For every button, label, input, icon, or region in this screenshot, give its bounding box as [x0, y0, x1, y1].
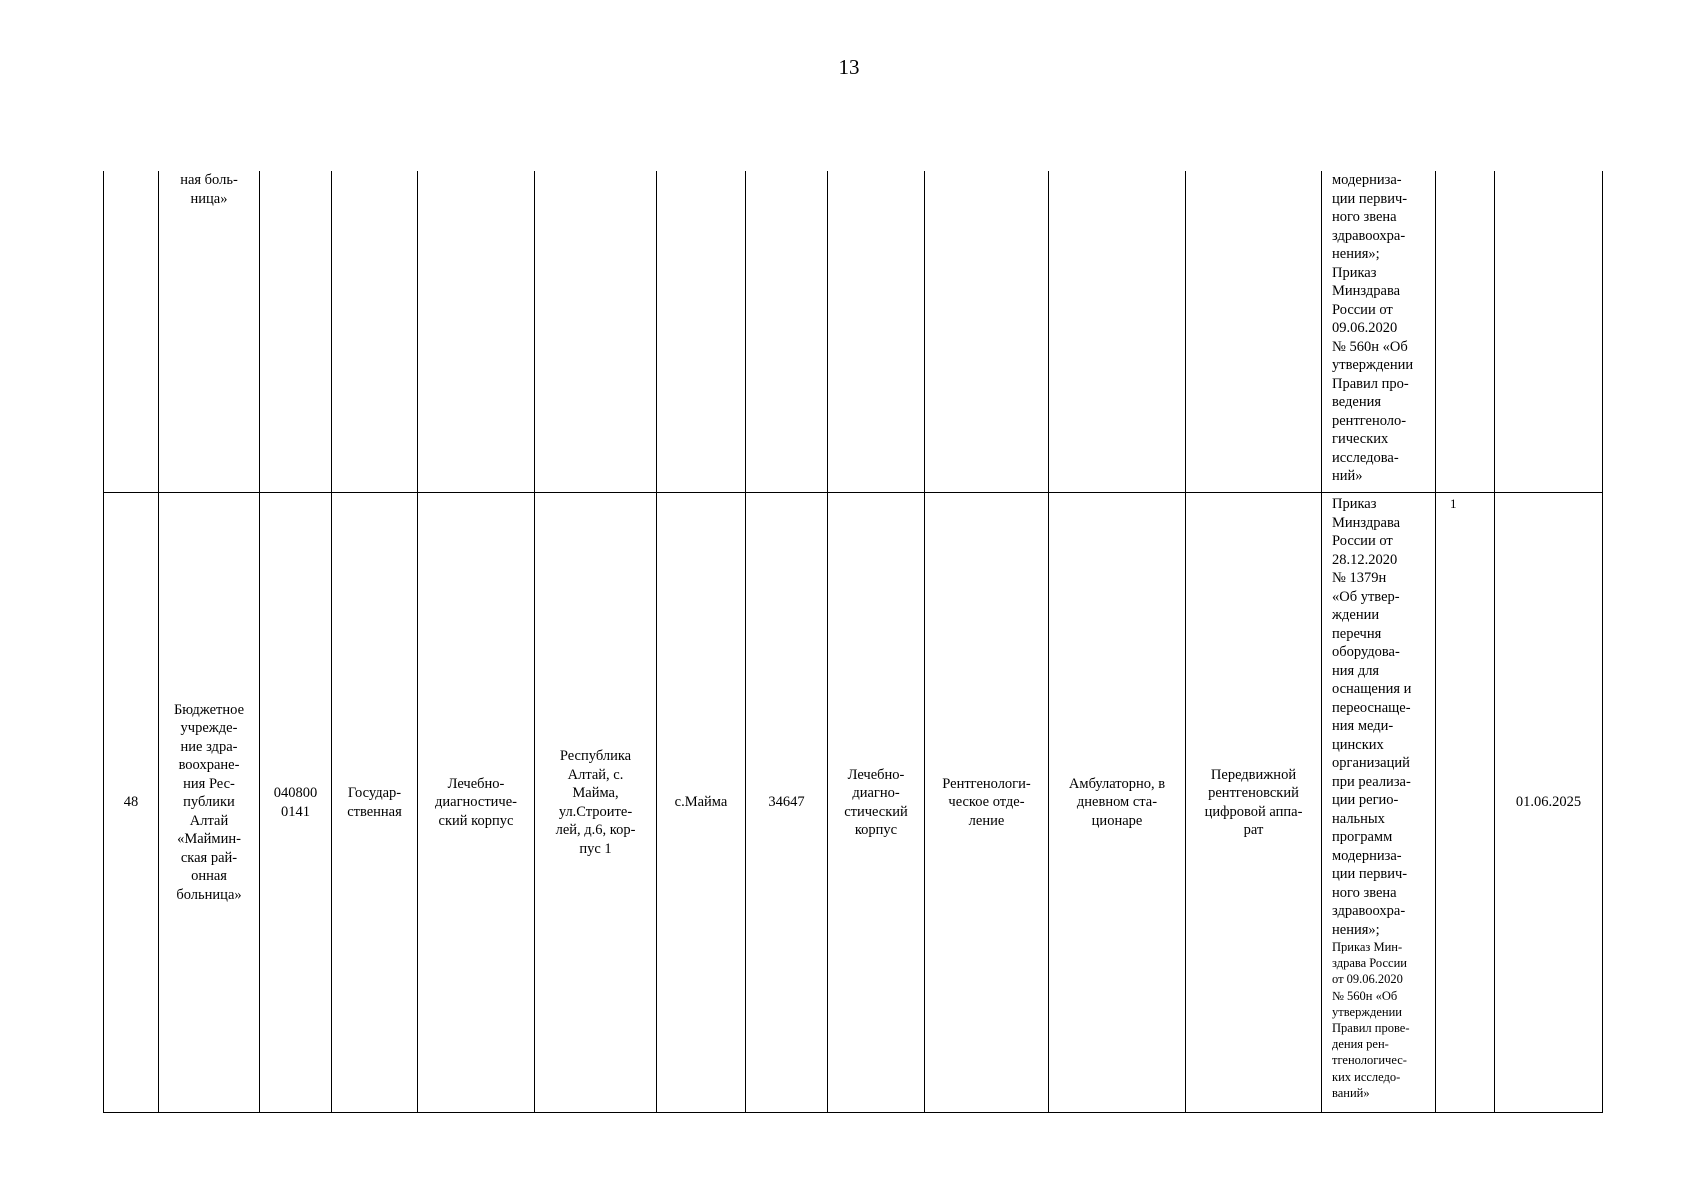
cell-oktmo: 34647	[746, 493, 828, 1113]
cell-equipment	[1186, 171, 1322, 493]
cell-facility	[828, 171, 925, 493]
cell-number: 48	[104, 493, 159, 1113]
cell-building	[418, 171, 535, 493]
cell-equipment: Передвижной рентгеновский цифровой аппа- рат	[1186, 493, 1322, 1113]
cell-address: Республика Алтай, с. Майма, ул.Строите- лей, д.6, кор- пус 1	[535, 493, 657, 1113]
cell-facility: Лечебно- диагно- стический корпус	[828, 493, 925, 1113]
table-row-continuation	[104, 171, 1603, 493]
cell-date: 01.06.2025	[1495, 493, 1603, 1113]
cell-code	[260, 171, 332, 493]
cell-care-form: Амбулаторно, в дневном ста- ционаре	[1049, 493, 1186, 1113]
cell-number	[104, 171, 159, 493]
cell-org-name: ная боль- ница»	[159, 171, 260, 493]
basis-main-text: Приказ Минздрава России от 28.12.2020 № 1379н «Об утвер- ждении перечня оборудова- ния для оснащения и переоснаще- ния меди- цинских организаций при реализа- ции регио- нальных программ модерниза- ции первич- ного звена здравоохра- нения»;	[1332, 496, 1412, 938]
cell-ownership: Государ- ственная	[332, 493, 418, 1113]
cell-care-form	[1049, 171, 1186, 493]
equipment-table	[103, 171, 1603, 1113]
cell-building: Лечебно- диагностиче- ский корпус	[418, 493, 535, 1113]
cell-locality	[657, 171, 746, 493]
cell-quantity	[1436, 171, 1495, 493]
basis-small-text: Приказ Мин- здрава России от 09.06.2020 № 560н «Об утверждении Правил прове- дения рен- тгенологичес- ких исследо- ваний»	[1332, 940, 1410, 1100]
cell-address	[535, 171, 657, 493]
cell-department: Рентгенологи- ческое отде- ление	[925, 493, 1049, 1113]
cell-org-name: Бюджетное учрежде- ние здра- воохране- ния Рес- публики Алтай «Маймин- ская рай- онная больница»	[159, 493, 260, 1113]
cell-basis	[1322, 493, 1436, 1113]
cell-code: 040800 0141	[260, 493, 332, 1113]
cell-quantity: 1	[1436, 493, 1495, 1113]
page-number: 13	[838, 55, 860, 79]
cell-oktmo	[746, 171, 828, 493]
cell-department	[925, 171, 1049, 493]
table-row-48	[104, 493, 1603, 1113]
cell-date	[1495, 171, 1603, 493]
cell-basis: модерниза- ции первич- ного звена здравоохра- нения»; Приказ Минздрава России от 09.06.2020 № 560н «Об утверждении Правил про- ведения рентгеноло- гических исследова- ний»	[1322, 171, 1436, 493]
cell-ownership	[332, 171, 418, 493]
cell-locality: с.Майма	[657, 493, 746, 1113]
